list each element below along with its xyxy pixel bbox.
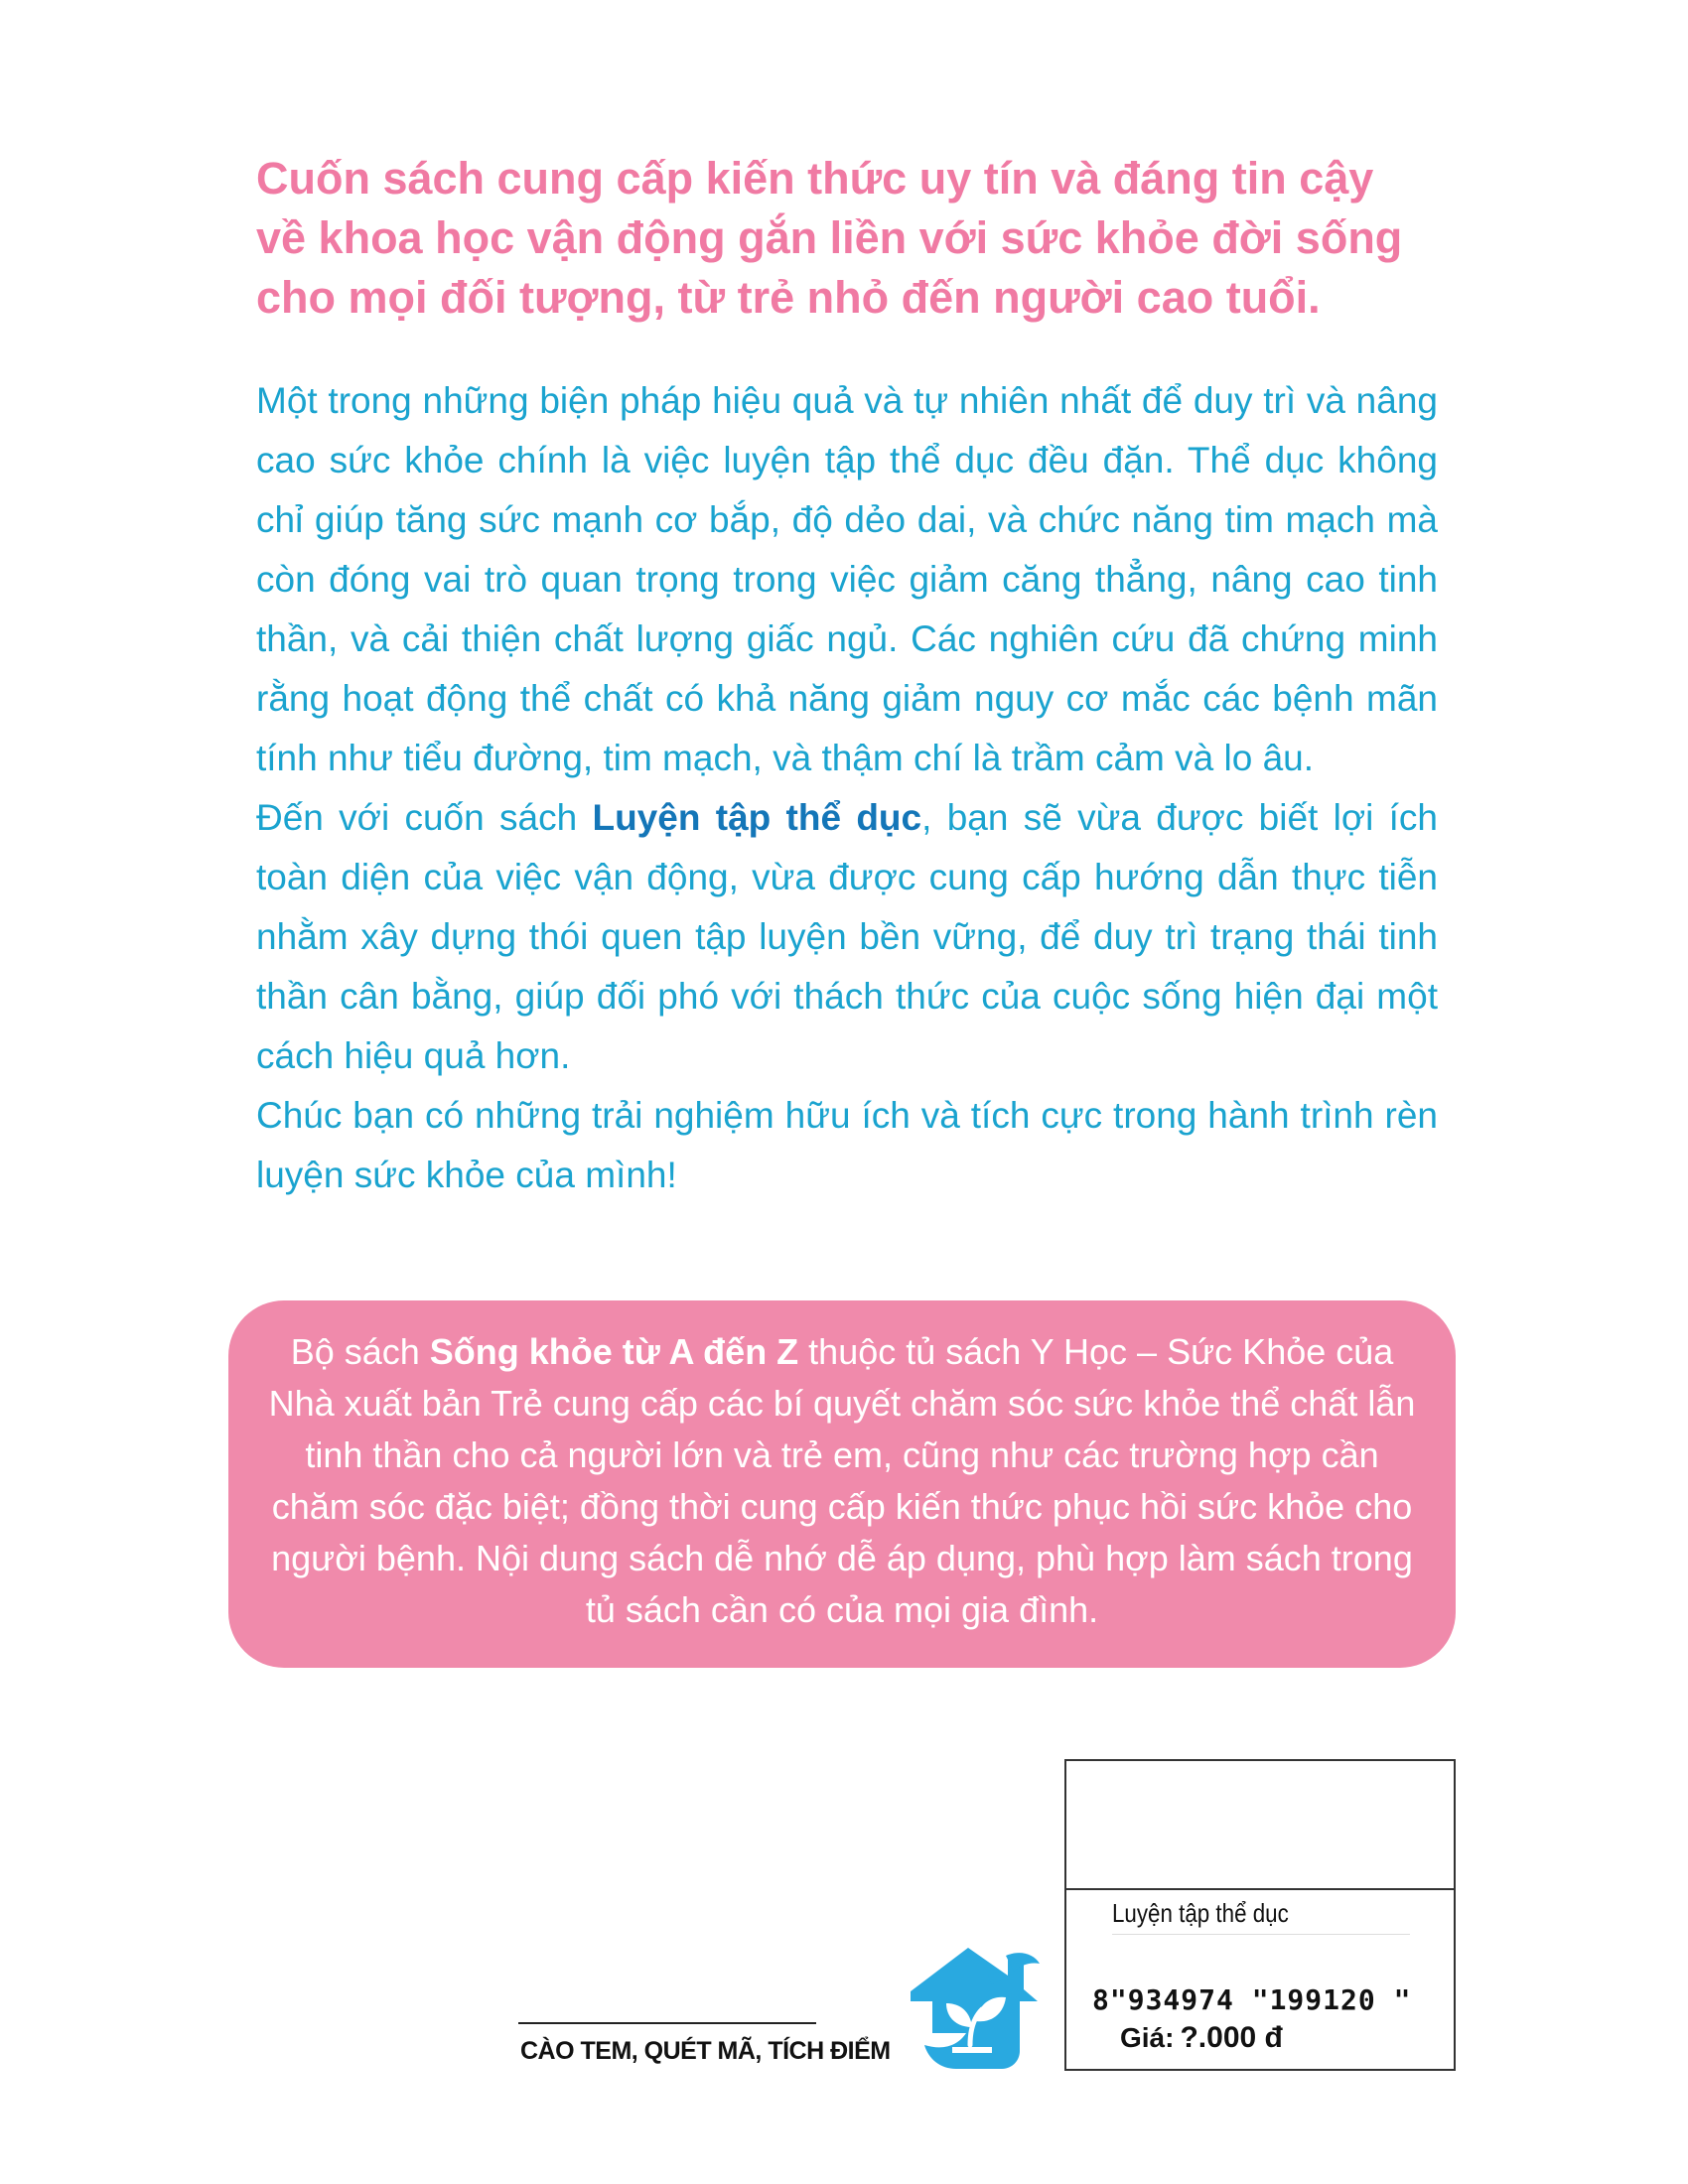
- price-label: Giá:: [1120, 2022, 1175, 2053]
- series-description-box: [228, 1300, 1456, 1668]
- barcode-area: [1066, 1761, 1454, 1890]
- publisher-house-bird-logo-icon: [889, 1936, 1048, 2075]
- body-text: [256, 371, 1438, 1205]
- headline-line-3: cho mọi đối tượng, từ trẻ nhỏ đến người cao tuổi.: [256, 272, 1321, 323]
- barcode-book-title: Luyện tập thể dục: [1112, 1898, 1289, 1928]
- headline-line-1: Cuốn sách cung cấp kiến thức uy tín và đáng tin cậy: [256, 153, 1374, 204]
- series-description-start: Bộ sách: [290, 1331, 430, 1372]
- body-paragraph-2-start: Đến với cuốn sách: [256, 797, 593, 838]
- body-paragraph-1: Một trong những biện pháp hiệu quả và tự nhiên nhất để duy trì và nâng cao sức khỏe chính là việc luyện tập thể dục đều đặn. Thể dục không chỉ giúp tăng sức mạnh cơ bắp, độ dẻo dai, và chức năng tim mạch mà còn đóng vai trò quan trọng trong việc giảm căng thẳng, nâng cao tinh thần, và cải thiện chất lượng giấc ngủ. Các nghiên cứu đã chứng minh rằng hoạt động thể chất có khả năng giảm nguy cơ mắc các bệnh mãn tính như tiểu đường, tim mạch, và thậm chí là trầm cảm và lo âu.: [256, 380, 1438, 778]
- headline-line-2: về khoa học vận động gắn liền với sức khỏe đời sống: [256, 212, 1403, 263]
- barcode-box: [1064, 1759, 1456, 2071]
- price: [1120, 2021, 1283, 2055]
- barcode-title-underline: [1112, 1934, 1410, 1935]
- book-title: Luyện tập thể dục: [592, 797, 922, 838]
- barcode-number: 8"934974 "199120 ": [1092, 1983, 1412, 2016]
- series-description-end: thuộc tủ sách Y Học – Sức Khỏe của Nhà xuất bản Trẻ cung cấp các bí quyết chăm sóc sức khỏe thể chất lẫn tinh thần cho cả người lớn và trẻ em, cũng như các trường hợp cần chăm sóc đặc biệt; đồng thời cung cấp kiến thức phục hồi sức khỏe cho người bệnh. Nội dung sách dễ nhớ dễ áp dụng, phù hợp làm sách trong tủ sách cần có của mọi gia đình.: [268, 1331, 1416, 1630]
- body-paragraph-2: [256, 788, 1438, 1086]
- body-paragraph-3: Chúc bạn có những trải nghiệm hữu ích và tích cực trong hành trình rèn luyện sức khỏe của mình!: [256, 1095, 1438, 1195]
- price-value: ?.000 đ: [1180, 2021, 1283, 2054]
- body-paragraph-2-end: , bạn sẽ vừa được biết lợi ích toàn diện của việc vận động, vừa được cung cấp hướng dẫn thực tiễn nhằm xây dựng thói quen tập luyện bền vững, để duy trì trạng thái tinh thần cân bằng, giúp đối phó với thách thức của cuộc sống hiện đại một cách hiệu quả hơn.: [256, 797, 1439, 1076]
- series-name: Sống khỏe từ A đến Z: [429, 1331, 799, 1372]
- stamp-label: CÀO TEM, QUÉT MÃ, TÍCH ĐIỂM: [520, 2037, 891, 2065]
- stamp-divider: [518, 2022, 816, 2024]
- headline: [256, 149, 1438, 328]
- series-description: [268, 1326, 1416, 1636]
